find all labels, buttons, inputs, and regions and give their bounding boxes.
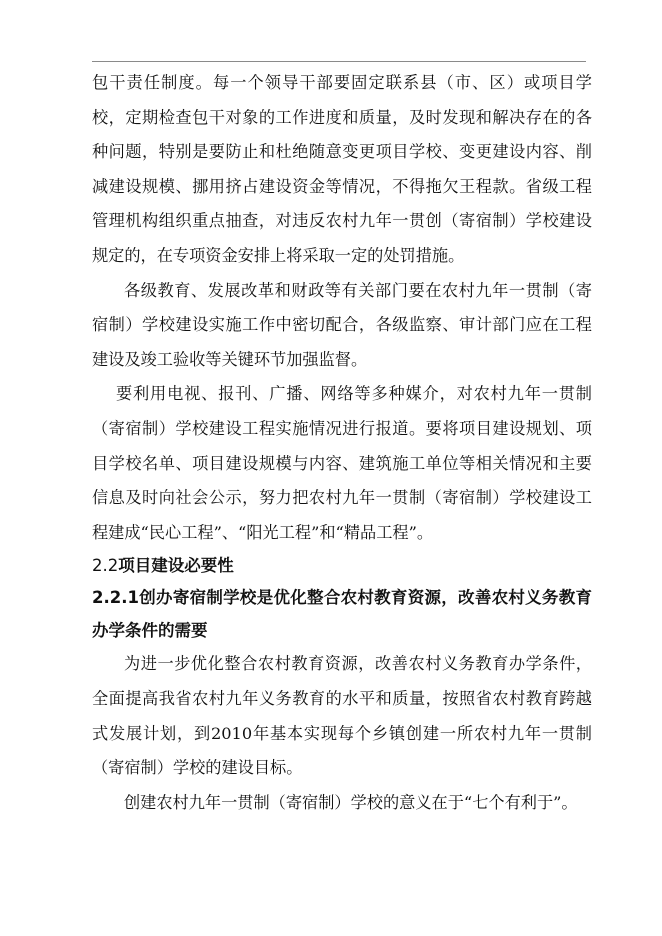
- paragraph-department-cooperation: 各级教育、发展改革和财政等有关部门要在农村九年一贯制（寄宿制）学校建设实施工作中密切配合，各级监察、审计部门应在工程建设及竣工验收等关键环节加强监督。: [92, 280, 592, 369]
- section-number: 2.2: [92, 556, 119, 576]
- paragraph-seven-benefits: 创建农村九年一贯制（寄宿制）学校的意义在于“七个有利于”。: [124, 792, 578, 812]
- document-page: [92, 66, 592, 820]
- paragraph-responsibility-system: 包干责任制度。每一个领导干部要固定联系县（市、区）或项目学校，定期检查包干对象的工作进度和质量，及时发现和解决存在的各种问题，特别是要防止和杜绝随意变更项目学校、变更建设内容、削减建设规模、挪用挤占建设资金等情况，不得拖欠王程款。省级工程管理机构组织重点抽查，对违反农村九年一贯创（寄宿制）学校建设规定的，在专项资金安排上将采取一定的处罚措施。: [92, 73, 592, 265]
- subsection-heading: 2.2.1创办寄宿制学校是优化整合农村教育资源，改善农村义务教育办学条件的需要: [92, 588, 592, 641]
- section-heading: [92, 550, 592, 581]
- header-rule: [92, 61, 586, 62]
- section-title: 项目建设必要性: [118, 556, 234, 576]
- paragraph-integration-goal: 为进一步优化整合农村教育资源，改善农村义务教育办学条件，全面提高我省农村九年义务教育的水平和质量，按照省农村教育跨越式发展计划，到2010年基本实现每个乡镇创建一所农村九年一贯制（寄宿制）学校的建设目标。: [92, 654, 592, 778]
- paragraph-media-publicity: 要利用电视、报刊、广播、网络等多种媒介，对农村九年一贯制（寄宿制）学校建设工程实施情况进行报道。要将项目建设规划、项目学校名单、项目建设规模与内容、建筑施工单位等相关情况和主要信息及时向社会公示，努力把农村九年一贯制（寄宿制）学校建设工程建成“民心工程”、“阳光工程”和“精品工程”。: [92, 384, 592, 542]
